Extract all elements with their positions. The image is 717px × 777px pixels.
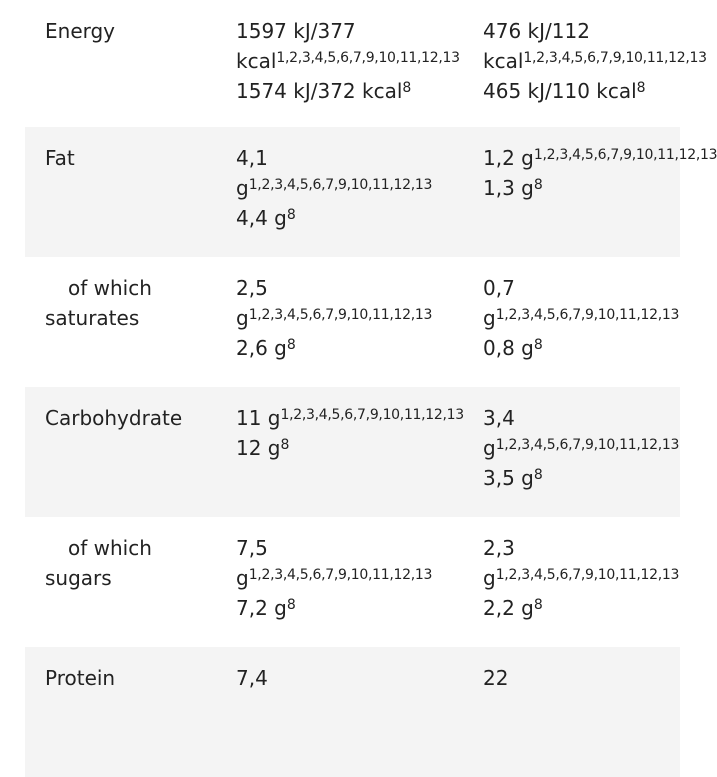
value-column-1 xyxy=(236,533,471,623)
footnote-refs: 8 xyxy=(286,337,296,353)
footnote-refs: 1,2,3,4,5,6,7,9,10,11,12,13 xyxy=(533,147,717,163)
row-label xyxy=(45,663,230,693)
footnote-refs: 1,2,3,4,5,6,7,9,10,11,12,13 xyxy=(495,567,680,583)
value-text: 1597 kJ/377 xyxy=(236,19,356,43)
row-label-text: Protein xyxy=(45,666,116,690)
value-text: g xyxy=(236,306,249,330)
value-line xyxy=(236,273,471,303)
value-line xyxy=(483,143,717,173)
footnote-refs: 8 xyxy=(636,80,646,96)
value-line xyxy=(483,403,713,433)
value-line xyxy=(236,333,471,363)
value-text: 2,5 xyxy=(236,276,268,300)
table-row-protein xyxy=(25,647,680,777)
value-column-2 xyxy=(483,273,713,363)
footnote-refs: 8 xyxy=(533,467,543,483)
value-line xyxy=(483,593,713,623)
value-text: 1574 kJ/372 kcal xyxy=(236,79,403,103)
value-column-1 xyxy=(236,403,471,463)
value-text: 1,3 g xyxy=(483,176,534,200)
row-label xyxy=(45,16,230,46)
value-line xyxy=(483,46,713,76)
footnote-refs: 8 xyxy=(533,337,543,353)
value-text: g xyxy=(236,566,249,590)
value-text: kcal xyxy=(483,49,524,73)
value-line xyxy=(236,593,471,623)
table-row-energy xyxy=(25,0,707,127)
value-column-1 xyxy=(236,16,471,106)
footnote-refs: 8 xyxy=(280,437,290,453)
value-line xyxy=(236,663,471,693)
footnote-refs: 1,2,3,4,5,6,7,9,10,11,12,13 xyxy=(276,50,460,66)
value-line xyxy=(483,16,713,46)
footnote-refs: 1,2,3,4,5,6,7,9,10,11,12,13 xyxy=(280,407,464,423)
row-label xyxy=(45,273,230,333)
footnote-refs: 1,2,3,4,5,6,7,9,10,11,12,13 xyxy=(248,567,433,583)
table-row-fat xyxy=(25,127,717,257)
value-text: 1,2 g xyxy=(483,146,534,170)
value-line xyxy=(483,663,713,693)
value-text: 4,1 xyxy=(236,146,268,170)
value-column-2 xyxy=(483,663,713,693)
value-text: g xyxy=(483,436,496,460)
value-line xyxy=(483,433,713,463)
value-column-1 xyxy=(236,663,471,693)
value-line xyxy=(236,46,471,76)
value-text: 7,2 g xyxy=(236,596,287,620)
row-label-text: Fat xyxy=(45,146,75,170)
value-column-2 xyxy=(483,143,717,203)
value-line xyxy=(236,16,471,46)
value-text: 2,6 g xyxy=(236,336,287,360)
nutrition-table xyxy=(25,0,717,777)
value-line xyxy=(236,76,471,106)
row-label xyxy=(45,533,230,593)
value-line xyxy=(483,533,713,563)
footnote-refs: 1,2,3,4,5,6,7,9,10,11,12,13 xyxy=(495,437,680,453)
value-text: 0,7 xyxy=(483,276,515,300)
value-line xyxy=(483,333,713,363)
value-column-2 xyxy=(483,16,713,106)
value-line xyxy=(236,203,471,233)
row-label-text: of which xyxy=(68,536,152,560)
value-text: 476 kJ/112 xyxy=(483,19,590,43)
value-line xyxy=(483,563,713,593)
value-column-1 xyxy=(236,143,471,233)
footnote-refs: 1,2,3,4,5,6,7,9,10,11,12,13 xyxy=(248,177,433,193)
value-line xyxy=(236,303,471,333)
value-line xyxy=(236,143,471,173)
value-column-2 xyxy=(483,533,713,623)
value-column-1 xyxy=(236,273,471,363)
footnote-refs: 1,2,3,4,5,6,7,9,10,11,12,13 xyxy=(248,307,433,323)
value-line xyxy=(483,173,713,203)
value-text: 22 xyxy=(483,666,509,690)
value-text: 7,5 xyxy=(236,536,268,560)
row-label xyxy=(45,403,230,433)
row-label-text: Energy xyxy=(45,19,116,43)
table-row-carbohydrate xyxy=(25,387,680,517)
value-text: 7,4 xyxy=(236,666,268,690)
row-label xyxy=(45,143,230,173)
row-label-text: Carbohydrate xyxy=(45,406,183,430)
footnote-refs: 8 xyxy=(533,597,543,613)
value-text: 465 kJ/110 kcal xyxy=(483,79,637,103)
footnote-refs: 8 xyxy=(286,207,296,223)
value-text: 0,8 g xyxy=(483,336,534,360)
row-label-text: saturates xyxy=(45,306,140,330)
value-text: 3,4 xyxy=(483,406,515,430)
footnote-refs: 8 xyxy=(402,80,412,96)
row-label-text: of which xyxy=(68,276,152,300)
value-line xyxy=(236,173,471,203)
footnote-refs: 8 xyxy=(533,177,543,193)
value-line xyxy=(236,403,471,433)
value-text: 12 g xyxy=(236,436,281,460)
value-line xyxy=(236,433,471,463)
value-text: 11 g xyxy=(236,406,281,430)
value-line xyxy=(236,563,471,593)
value-text: 3,5 g xyxy=(483,466,534,490)
value-line xyxy=(483,463,713,493)
footnote-refs: 1,2,3,4,5,6,7,9,10,11,12,13 xyxy=(523,50,707,66)
value-line xyxy=(483,76,713,106)
footnote-refs: 1,2,3,4,5,6,7,9,10,11,12,13 xyxy=(495,307,680,323)
value-text: 4,4 g xyxy=(236,206,287,230)
value-column-2 xyxy=(483,403,713,493)
value-line xyxy=(483,273,713,303)
value-text: g xyxy=(483,566,496,590)
table-row-saturates xyxy=(25,257,680,387)
footnote-refs: 8 xyxy=(286,597,296,613)
value-line xyxy=(483,303,713,333)
value-text: g xyxy=(236,176,249,200)
value-text: 2,2 g xyxy=(483,596,534,620)
table-row-sugars xyxy=(25,517,680,647)
row-label-text: sugars xyxy=(45,566,112,590)
value-text: 2,3 xyxy=(483,536,515,560)
value-text: kcal xyxy=(236,49,277,73)
value-line xyxy=(236,533,471,563)
value-text: g xyxy=(483,306,496,330)
